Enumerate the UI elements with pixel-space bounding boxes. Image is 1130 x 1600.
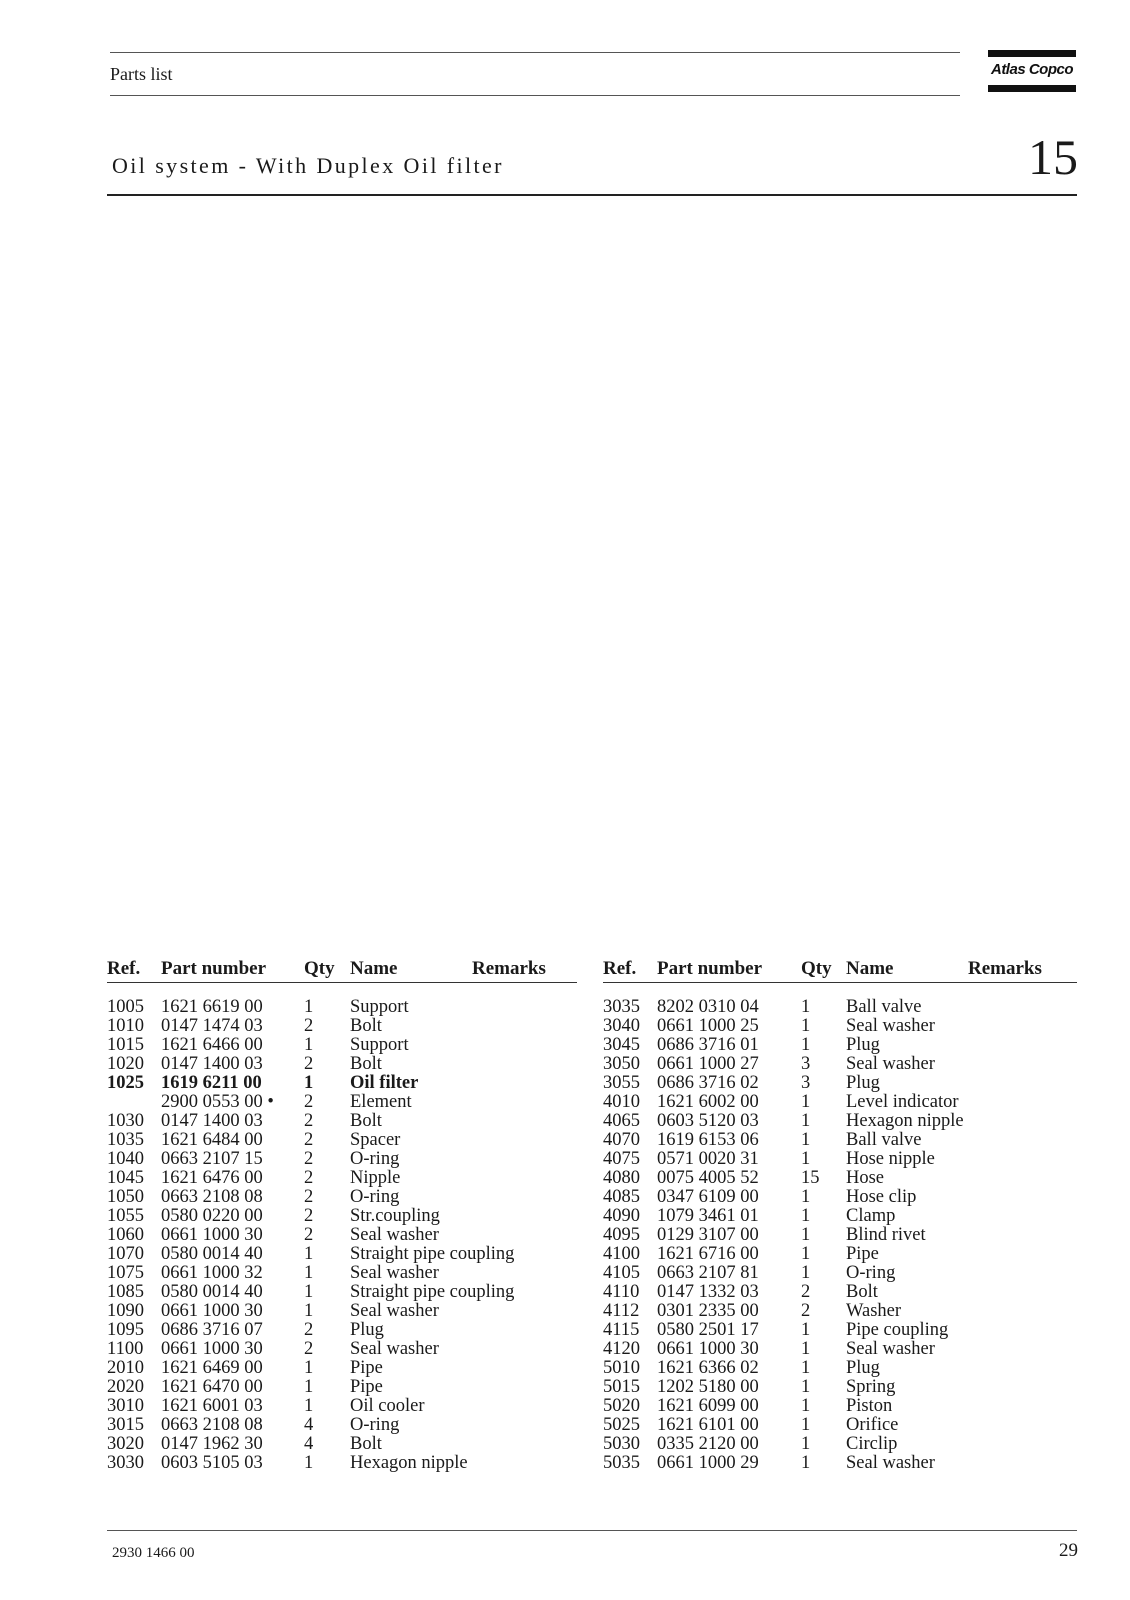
- cell-part-number: 0686 3716 07: [161, 1320, 263, 1340]
- cell-part-number: 1621 6099 00: [657, 1396, 759, 1416]
- cell-part-number: 0661 1000 30: [657, 1339, 759, 1359]
- cell-ref: 4100: [603, 1244, 640, 1264]
- header-remarks: Remarks: [968, 958, 1042, 979]
- cell-part-number: 1621 6470 00: [161, 1377, 263, 1397]
- cell-ref: 5020: [603, 1396, 640, 1416]
- table-row: [603, 1454, 1077, 1473]
- cell-ref: 3040: [603, 1016, 640, 1036]
- cell-part-number: 0661 1000 32: [161, 1263, 263, 1283]
- cell-part-number: 0661 1000 30: [161, 1339, 263, 1359]
- table-row: [107, 1036, 577, 1055]
- page-title: Oil system - With Duplex Oil filter: [112, 153, 504, 178]
- cell-qty: 2: [304, 1187, 314, 1207]
- cell-qty: 1: [801, 1396, 811, 1416]
- cell-ref: 4065: [603, 1111, 640, 1131]
- cell-part-number: 8202 0310 04: [657, 997, 759, 1017]
- cell-part-number: 0663 2107 15: [161, 1149, 263, 1169]
- cell-qty: 1: [801, 1149, 811, 1169]
- cell-qty: 1: [304, 1035, 314, 1055]
- table-row: [603, 1226, 1077, 1245]
- table-row: [107, 1017, 577, 1036]
- cell-name: Pipe: [846, 1244, 879, 1264]
- cell-part-number: 0335 2120 00: [657, 1434, 759, 1454]
- cell-qty: 4: [304, 1415, 314, 1435]
- table-row: [107, 1169, 577, 1188]
- cell-qty: 1: [801, 1320, 811, 1340]
- cell-ref: 3035: [603, 997, 640, 1017]
- cell-ref: 4112: [603, 1301, 640, 1321]
- cell-ref: 3020: [107, 1434, 144, 1454]
- cell-part-number: 0663 2107 81: [657, 1263, 759, 1283]
- cell-part-number: 1619 6211 00: [161, 1073, 262, 1093]
- table-header: [603, 958, 1077, 983]
- cell-name: Spacer: [350, 1130, 401, 1150]
- table-row: [603, 1131, 1077, 1150]
- table-row: [603, 1074, 1077, 1093]
- cell-ref: 1010: [107, 1016, 144, 1036]
- cell-part-number: 0147 1400 03: [161, 1054, 263, 1074]
- cell-qty: 2: [304, 1149, 314, 1169]
- cell-ref: 1100: [107, 1339, 144, 1359]
- cell-part-number: 0147 1400 03: [161, 1111, 263, 1131]
- cell-qty: 1: [801, 1016, 811, 1036]
- cell-ref: 3050: [603, 1054, 640, 1074]
- cell-ref: 4090: [603, 1206, 640, 1226]
- cell-ref: 1025: [107, 1073, 144, 1093]
- cell-ref: 1060: [107, 1225, 144, 1245]
- cell-ref: 4115: [603, 1320, 640, 1340]
- cell-ref: 4010: [603, 1092, 640, 1112]
- cell-qty: 3: [801, 1073, 811, 1093]
- table-row: [603, 1093, 1077, 1112]
- cell-name: Hexagon nipple: [846, 1111, 964, 1131]
- cell-part-number: 1202 5180 00: [657, 1377, 759, 1397]
- cell-name: Hose: [846, 1168, 885, 1188]
- cell-name: Seal washer: [846, 1339, 935, 1359]
- table-body: [603, 998, 1077, 1473]
- parts-table-left: [107, 958, 577, 1473]
- header-qty: Qty: [801, 958, 832, 979]
- cell-part-number: 1079 3461 01: [657, 1206, 759, 1226]
- footer-rule: [107, 1530, 1077, 1531]
- cell-qty: 1: [304, 1301, 314, 1321]
- cell-part-number: 0580 0220 00: [161, 1206, 263, 1226]
- cell-name: Bolt: [350, 1054, 382, 1074]
- cell-name: Spring: [846, 1377, 896, 1397]
- header-ref: Ref.: [107, 958, 141, 979]
- table-row: [603, 1397, 1077, 1416]
- cell-name: Seal washer: [350, 1263, 439, 1283]
- cell-part-number: 0686 3716 02: [657, 1073, 759, 1093]
- header-ref: Ref.: [603, 958, 637, 979]
- cell-ref: 1070: [107, 1244, 144, 1264]
- cell-qty: 1: [304, 1396, 314, 1416]
- cell-ref: 4120: [603, 1339, 640, 1359]
- cell-qty: 1: [304, 1244, 314, 1264]
- cell-ref: 5010: [603, 1358, 640, 1378]
- cell-ref: 1035: [107, 1130, 144, 1150]
- cell-name: Seal washer: [846, 1016, 935, 1036]
- cell-qty: 1: [801, 1244, 811, 1264]
- header-bottom-rule: [110, 95, 960, 96]
- cell-part-number: 0301 2335 00: [657, 1301, 759, 1321]
- cell-part-number: 0580 2501 17: [657, 1320, 759, 1340]
- table-row: [107, 1302, 577, 1321]
- cell-name: Ball valve: [846, 997, 922, 1017]
- cell-part-number: 1619 6153 06: [657, 1130, 759, 1150]
- cell-qty: 1: [304, 1263, 314, 1283]
- header-qty: Qty: [304, 958, 335, 979]
- cell-qty: 1: [801, 1339, 811, 1359]
- cell-ref: 2010: [107, 1358, 144, 1378]
- cell-name: Element: [350, 1092, 412, 1112]
- cell-qty: 1: [304, 1453, 314, 1473]
- cell-ref: 1030: [107, 1111, 144, 1131]
- cell-qty: 2: [801, 1301, 811, 1321]
- cell-ref: 3030: [107, 1453, 144, 1473]
- cell-qty: 1: [801, 1187, 811, 1207]
- cell-name: Oil cooler: [350, 1396, 425, 1416]
- cell-part-number: 1621 6366 02: [657, 1358, 759, 1378]
- cell-name: Bolt: [350, 1016, 382, 1036]
- cell-ref: 4085: [603, 1187, 640, 1207]
- cell-qty: 2: [304, 1130, 314, 1150]
- table-row: [603, 1435, 1077, 1454]
- cell-name: Str.coupling: [350, 1206, 440, 1226]
- table-row: [107, 1093, 577, 1112]
- table-row: [603, 1036, 1077, 1055]
- table-row: [107, 1283, 577, 1302]
- cell-qty: 15: [801, 1168, 820, 1188]
- cell-part-number: 1621 6101 00: [657, 1415, 759, 1435]
- cell-qty: 2: [304, 1111, 314, 1131]
- table-row: [107, 1416, 577, 1435]
- table-body: [107, 998, 577, 1473]
- cell-qty: 1: [304, 1073, 314, 1093]
- table-row: [603, 1207, 1077, 1226]
- cell-ref: 4070: [603, 1130, 640, 1150]
- cell-qty: 2: [304, 1225, 314, 1245]
- cell-part-number: 0663 2108 08: [161, 1415, 263, 1435]
- cell-name: Plug: [350, 1320, 384, 1340]
- cell-part-number: 0147 1962 30: [161, 1434, 263, 1454]
- cell-ref: 1050: [107, 1187, 144, 1207]
- logo-text: Atlas Copco: [990, 61, 1073, 78]
- table-row: [603, 998, 1077, 1017]
- cell-part-number: 0661 1000 25: [657, 1016, 759, 1036]
- table-row: [603, 1017, 1077, 1036]
- table-row: [603, 1150, 1077, 1169]
- table-row: [107, 1397, 577, 1416]
- table-row: [603, 1340, 1077, 1359]
- cell-ref: 1015: [107, 1035, 144, 1055]
- cell-qty: 1: [801, 1225, 811, 1245]
- table-row: [107, 1055, 577, 1074]
- cell-name: Orifice: [846, 1415, 899, 1435]
- table-row: [603, 1169, 1077, 1188]
- cell-part-number: 0580 0014 40: [161, 1244, 263, 1264]
- cell-name: Seal washer: [350, 1339, 439, 1359]
- cell-part-number: 1621 6002 00: [657, 1092, 759, 1112]
- cell-name: Plug: [846, 1358, 880, 1378]
- cell-ref: 5035: [603, 1453, 640, 1473]
- table-row: [603, 1359, 1077, 1378]
- table-row: [107, 1226, 577, 1245]
- cell-qty: 1: [801, 1092, 811, 1112]
- cell-part-number: 0347 6109 00: [657, 1187, 759, 1207]
- header-top-rule: [110, 52, 960, 53]
- cell-name: Plug: [846, 1035, 880, 1055]
- cell-name: Piston: [846, 1396, 893, 1416]
- cell-qty: 2: [304, 1016, 314, 1036]
- cell-qty: 1: [801, 1358, 811, 1378]
- table-row: [603, 1283, 1077, 1302]
- cell-name: Washer: [846, 1301, 902, 1321]
- section-label: Parts list: [110, 64, 173, 84]
- cell-ref: 3010: [107, 1396, 144, 1416]
- cell-name: Hexagon nipple: [350, 1453, 468, 1473]
- cell-part-number: 0580 0014 40: [161, 1282, 263, 1302]
- cell-part-number: 2900 0553 00 •: [161, 1092, 274, 1112]
- title-rule: [107, 194, 1077, 196]
- cell-name: Bolt: [350, 1434, 382, 1454]
- header-part-number: Part number: [657, 958, 763, 979]
- table-row: [603, 1321, 1077, 1340]
- cell-name: Pipe: [350, 1377, 383, 1397]
- cell-ref: 1085: [107, 1282, 144, 1302]
- cell-qty: 2: [304, 1168, 314, 1188]
- cell-name: Seal washer: [350, 1225, 439, 1245]
- table-row: [107, 1321, 577, 1340]
- cell-ref: 1005: [107, 997, 144, 1017]
- table-row: [603, 1302, 1077, 1321]
- table-row: [107, 1378, 577, 1397]
- cell-name: Nipple: [350, 1168, 401, 1188]
- cell-ref: 1075: [107, 1263, 144, 1283]
- cell-ref: 5025: [603, 1415, 640, 1435]
- cell-ref: 1040: [107, 1149, 144, 1169]
- cell-part-number: 0147 1332 03: [657, 1282, 759, 1302]
- header-remarks: Remarks: [472, 958, 546, 979]
- table-row: [107, 1454, 577, 1473]
- table-row: [107, 1264, 577, 1283]
- cell-name: Straight pipe coupling: [350, 1244, 515, 1264]
- cell-ref: 3045: [603, 1035, 640, 1055]
- cell-name: O-ring: [350, 1415, 400, 1435]
- cell-name: Bolt: [846, 1282, 878, 1302]
- cell-part-number: 0663 2108 08: [161, 1187, 263, 1207]
- cell-name: Oil filter: [350, 1073, 419, 1093]
- cell-qty: 4: [304, 1434, 314, 1454]
- cell-qty: 1: [304, 1377, 314, 1397]
- cell-name: O-ring: [846, 1263, 896, 1283]
- brand-logo: [988, 50, 1076, 94]
- table-row: [603, 1245, 1077, 1264]
- cell-ref: 3055: [603, 1073, 640, 1093]
- cell-qty: 1: [801, 997, 811, 1017]
- cell-name: Seal washer: [350, 1301, 439, 1321]
- cell-qty: 1: [801, 1434, 811, 1454]
- document-number: 2930 1466 00: [112, 1545, 195, 1561]
- cell-qty: 1: [801, 1453, 811, 1473]
- page-number: 29: [1059, 1540, 1078, 1561]
- table-row: [603, 1112, 1077, 1131]
- cell-name: Support: [350, 1035, 409, 1055]
- cell-ref: 1095: [107, 1320, 144, 1340]
- cell-qty: 1: [801, 1206, 811, 1226]
- table-row: [603, 1188, 1077, 1207]
- table-row: [107, 1359, 577, 1378]
- cell-name: Seal washer: [846, 1453, 935, 1473]
- cell-qty: 1: [801, 1263, 811, 1283]
- table-row: [603, 1378, 1077, 1397]
- table-row: [603, 1055, 1077, 1074]
- cell-qty: 2: [304, 1054, 314, 1074]
- cell-name: Ball valve: [846, 1130, 922, 1150]
- cell-name: Level indicator: [846, 1092, 959, 1112]
- table-row: [603, 1416, 1077, 1435]
- cell-qty: 2: [304, 1320, 314, 1340]
- parts-table-right: [603, 958, 1077, 1473]
- cell-ref: 5015: [603, 1377, 640, 1397]
- cell-ref: 3015: [107, 1415, 144, 1435]
- cell-ref: 1055: [107, 1206, 144, 1226]
- table-row: [107, 1131, 577, 1150]
- cell-part-number: 0147 1474 03: [161, 1016, 263, 1036]
- cell-part-number: 0603 5105 03: [161, 1453, 263, 1473]
- cell-name: O-ring: [350, 1149, 400, 1169]
- cell-part-number: 1621 6484 00: [161, 1130, 263, 1150]
- cell-part-number: 0129 3107 00: [657, 1225, 759, 1245]
- cell-part-number: 0661 1000 30: [161, 1301, 263, 1321]
- table-row: [107, 1340, 577, 1359]
- cell-part-number: 1621 6619 00: [161, 997, 263, 1017]
- cell-name: Seal washer: [846, 1054, 935, 1074]
- cell-part-number: 0571 0020 31: [657, 1149, 759, 1169]
- cell-qty: 1: [304, 1282, 314, 1302]
- cell-part-number: 0661 1000 30: [161, 1225, 263, 1245]
- cell-part-number: 1621 6469 00: [161, 1358, 263, 1378]
- cell-ref: 2020: [107, 1377, 144, 1397]
- cell-part-number: 0603 5120 03: [657, 1111, 759, 1131]
- cell-qty: 2: [304, 1339, 314, 1359]
- cell-ref: 1090: [107, 1301, 144, 1321]
- table-row: [107, 1435, 577, 1454]
- table-row: [107, 1207, 577, 1226]
- header-name: Name: [350, 958, 398, 979]
- table-row: [107, 1245, 577, 1264]
- cell-part-number: 1621 6476 00: [161, 1168, 263, 1188]
- cell-name: Plug: [846, 1073, 880, 1093]
- table-row: [107, 1112, 577, 1131]
- table-row: [107, 1074, 577, 1093]
- cell-ref: 4095: [603, 1225, 640, 1245]
- cell-ref: 4080: [603, 1168, 640, 1188]
- cell-ref: 4105: [603, 1263, 640, 1283]
- section-number: 15: [1028, 129, 1078, 185]
- cell-ref: 1045: [107, 1168, 144, 1188]
- cell-ref: 4110: [603, 1282, 640, 1302]
- cell-part-number: 0661 1000 27: [657, 1054, 759, 1074]
- cell-qty: 2: [801, 1282, 811, 1302]
- table-row: [603, 1264, 1077, 1283]
- cell-qty: 1: [801, 1111, 811, 1131]
- table-row: [107, 1150, 577, 1169]
- cell-qty: 1: [801, 1377, 811, 1397]
- cell-part-number: 0075 4005 52: [657, 1168, 759, 1188]
- cell-qty: 1: [801, 1415, 811, 1435]
- cell-qty: 2: [304, 1092, 314, 1112]
- table-header: [107, 958, 577, 983]
- cell-qty: 2: [304, 1206, 314, 1226]
- logo-top-bar: [988, 50, 1076, 57]
- cell-name: Clamp: [846, 1206, 896, 1226]
- logo-bottom-bar: [988, 85, 1076, 92]
- cell-part-number: 1621 6001 03: [161, 1396, 263, 1416]
- cell-name: Circlip: [846, 1434, 898, 1454]
- cell-qty: 1: [801, 1130, 811, 1150]
- cell-name: Straight pipe coupling: [350, 1282, 515, 1302]
- cell-part-number: 0686 3716 01: [657, 1035, 759, 1055]
- cell-ref: 1020: [107, 1054, 144, 1074]
- cell-part-number: 0661 1000 29: [657, 1453, 759, 1473]
- cell-qty: 1: [304, 1358, 314, 1378]
- cell-name: Blind rivet: [846, 1225, 926, 1245]
- cell-name: Pipe coupling: [846, 1320, 949, 1340]
- cell-name: Bolt: [350, 1111, 382, 1131]
- header-part-number: Part number: [161, 958, 267, 979]
- cell-qty: 1: [304, 997, 314, 1017]
- table-row: [107, 998, 577, 1017]
- cell-part-number: 1621 6716 00: [657, 1244, 759, 1264]
- cell-part-number: 1621 6466 00: [161, 1035, 263, 1055]
- cell-name: Hose nipple: [846, 1149, 935, 1169]
- cell-qty: 1: [801, 1035, 811, 1055]
- table-row: [107, 1188, 577, 1207]
- cell-name: O-ring: [350, 1187, 400, 1207]
- cell-ref: 4075: [603, 1149, 640, 1169]
- header-name: Name: [846, 958, 894, 979]
- cell-name: Pipe: [350, 1358, 383, 1378]
- cell-name: Support: [350, 997, 409, 1017]
- cell-qty: 3: [801, 1054, 811, 1074]
- cell-ref: 5030: [603, 1434, 640, 1454]
- cell-name: Hose clip: [846, 1187, 917, 1207]
